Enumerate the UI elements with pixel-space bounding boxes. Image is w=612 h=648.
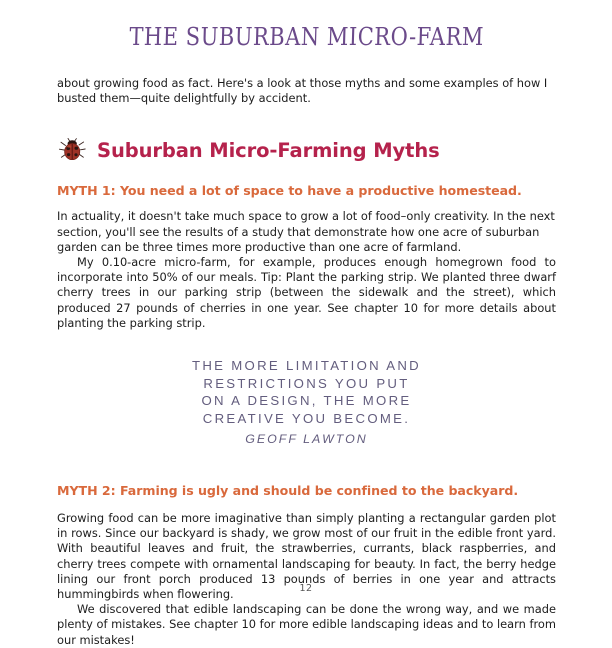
page-number: 12 xyxy=(299,583,313,594)
pullquote-line: THE MORE LIMITATION AND xyxy=(192,358,421,374)
pullquote-attribution: GEOFF LAWTON xyxy=(245,432,368,447)
myth-2-paragraph-1: Growing food can be more imaginative than simply planting a rectangular garden plot in rows. Since our backyard is shady, we grow most of our fruit in the edible front yard. With beautiful leaves and fruit, the strawberries, currants, black raspberries, and cherry trees compete with ornamental landscaping for beauty. In fact, the berry hedge lining our front porch produced 13 pounds of berries in one year and attracts hummingbirds when flowering. xyxy=(57,511,556,602)
myth-1-heading: MYTH 1: You need a lot of space to have a productive homestead. xyxy=(57,183,522,199)
intro-paragraph: about growing food as fact. Here's a look at those myths and some examples of how I busted them—quite delightfully by accident. xyxy=(57,76,548,106)
myth-2-heading: MYTH 2: Farming is ugly and should be confined to the backyard. xyxy=(57,483,519,499)
section-heading xyxy=(57,135,556,165)
pullquote-line: CREATIVE YOU BECOME. xyxy=(202,410,411,426)
pullquote-line: ON A DESIGN, THE MORE xyxy=(201,393,412,409)
ladybug-icon xyxy=(58,137,88,163)
myth-1-paragraph-2: My 0.10-acre micro-farm, for example, produces enough homegrown food to incorporate into 50% of our meals. Tip: Plant the parking strip. We planted three dwarf cherry trees in our parking strip (between the sidewalk and the street), which produced 27 pounds of cherries in one year. See chapter 10 for more details about planting the parking strip. xyxy=(57,255,556,330)
pullquote-line: RESTRICTIONS YOU PUT xyxy=(203,375,410,391)
page-content xyxy=(57,76,556,648)
myth-2-paragraph-2: We discovered that edible landscaping can be done the wrong way, and we made plenty of mistakes. See chapter 10 for more edible landscaping ideas and to learn from our mistakes! xyxy=(57,602,556,647)
running-head-title: THE SUBURBAN MICRO-FARM xyxy=(128,22,485,51)
myth-1-paragraph-1: In actuality, it doesn't take much space to grow a lot of food–only creativity. In the next section, you'll see the results of a study that demonstrate how one acre of suburban garden can be three times more productive than one acre of farmland. xyxy=(57,209,555,254)
section-title: Suburban Micro-Farming Myths xyxy=(97,138,440,162)
pullquote xyxy=(57,357,556,449)
running-head xyxy=(0,22,612,67)
